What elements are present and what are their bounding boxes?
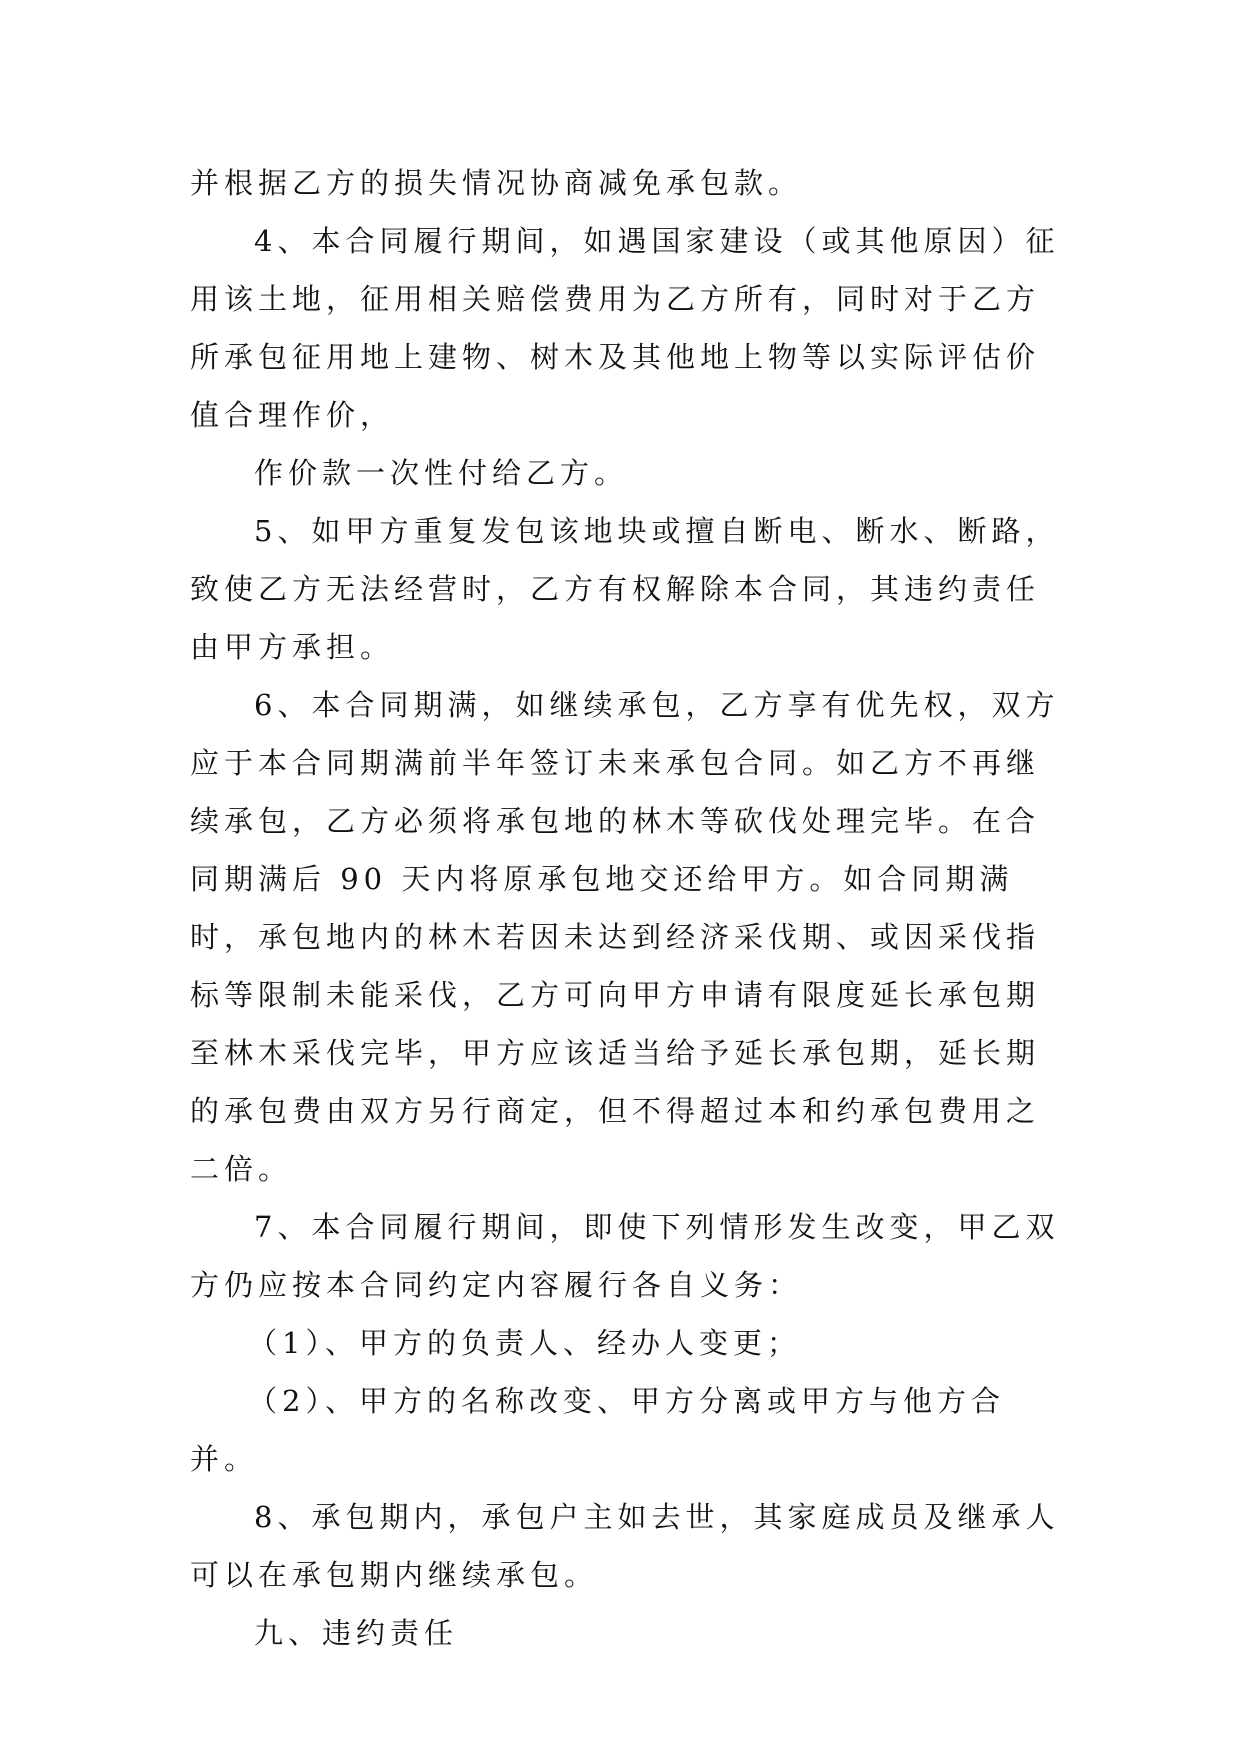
section-heading-breach-liability: 九、违约责任 [254, 1616, 459, 1650]
clause-4-continuation: 作价款一次性付给乙方。 [254, 456, 629, 490]
clause-5: 5、如甲方重复发包该地块或擅自断电、断水、断路，致使乙方无法经营时，乙方有权解除本合同，其违约责任由甲方承担。 [190, 514, 1060, 664]
clause-4: 4、本合同履行期间，如遇国家建设（或其他原因）征用该土地，征用相关赔偿费用为乙方所有，同时对于乙方所承包征用地上建物、树木及其他地上物等以实际评估价值合理作价， [190, 224, 1060, 432]
clause-8: 8、承包期内，承包户主如去世，其家庭成员及继承人可以在承包期内继续承包。 [190, 1500, 1060, 1592]
paragraph-continuation: 并根据乙方的损失情况协商减免承包款。 [190, 166, 803, 200]
clause-7-item-2: （2）、甲方的名称改变、甲方分离或甲方与他方合并。 [190, 1384, 1005, 1476]
clause-7: 7、本合同履行期间，即使下列情形发生改变，甲乙双方仍应按本合同约定内容履行各自义务： [190, 1210, 1060, 1302]
clause-7-item-1: （1）、甲方的负责人、经办人变更； [248, 1326, 801, 1360]
clause-6: 6、本合同期满，如继续承包，乙方享有优先权，双方应于本合同期满前半年签订未来承包合同。如乙方不再继续承包，乙方必须将承包地的林木等砍伐处理完毕。在合同期满后 90 天内将原承包地交还给甲方。如合同期满时，承包地内的林木若因未达到经济采伐期、或因采伐指标等限制未能采伐，乙方可向甲方申请有限度延长承包期至林木采伐完毕，甲方应该适当给予延长承包期，延长期的承包费由双方另行商定，但不得超过本和约承包费用之二倍。 [190, 688, 1060, 1186]
document-body [190, 154, 1060, 1662]
